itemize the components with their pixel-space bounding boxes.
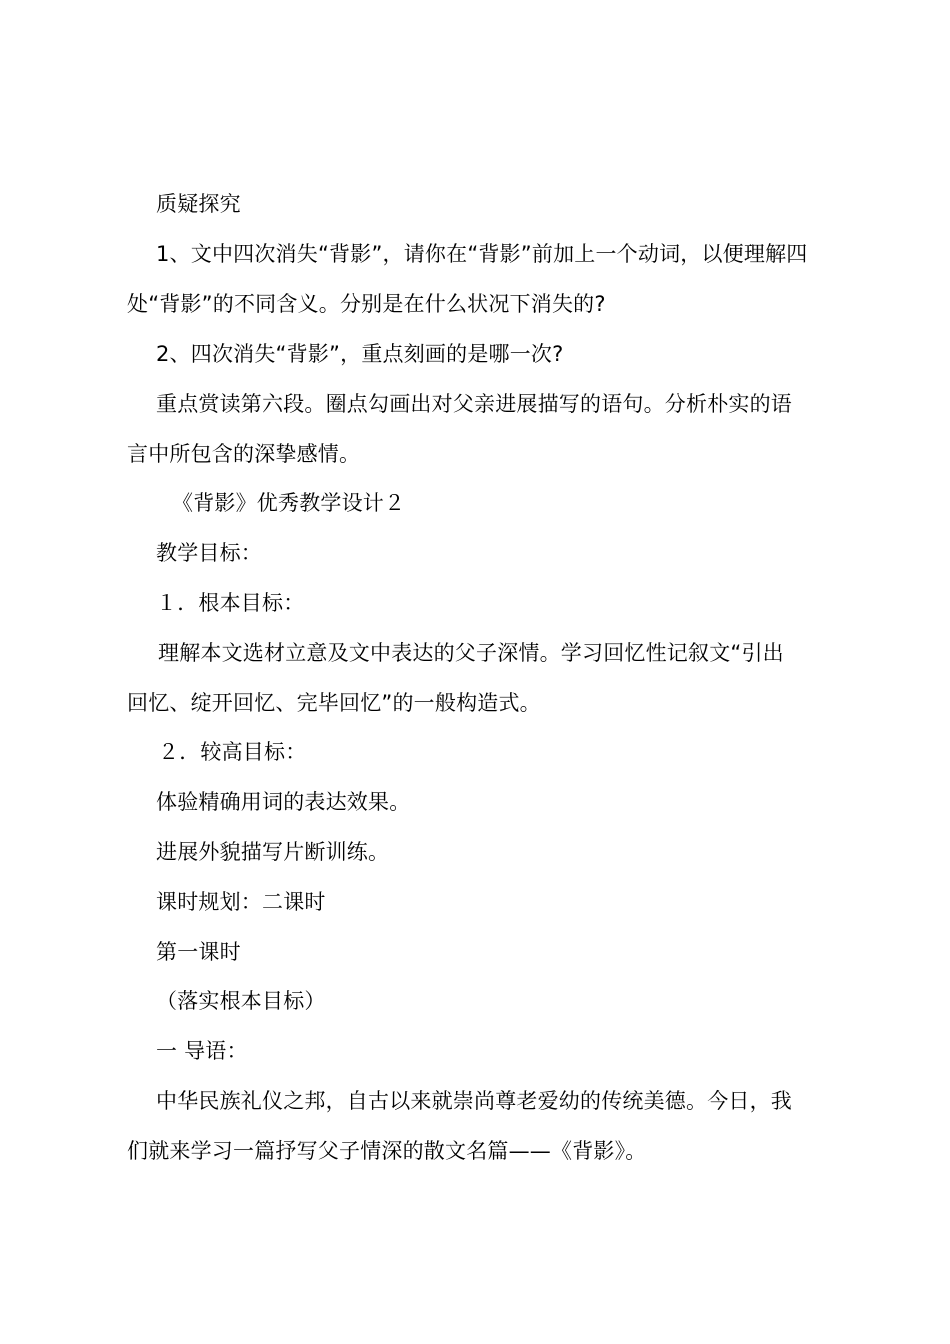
paragraph-line: 课时规划：二课时	[156, 890, 326, 914]
paragraph-line: 1、文中四次消失“背影”，请你在“背影”前加上一个动词，以便理解四	[156, 242, 808, 266]
paragraph-line: 2、四次消失“背影”，重点刻画的是哪一次?	[156, 342, 564, 366]
paragraph-line: 处“背影”的不同含义。分别是在什么状况下消失的?	[127, 292, 606, 316]
subheading: ２．较高目标：	[158, 740, 307, 764]
paragraph-line: 进展外貌描写片断训练。	[156, 840, 390, 864]
paragraph-line: 中华民族礼仪之邦，自古以来就崇尚尊老爱幼的传统美德。今日，我	[156, 1089, 792, 1113]
section-heading: 第一课时	[156, 940, 241, 964]
paragraph-line: 体验精确用词的表达效果。	[156, 790, 411, 814]
paragraph-line: （落实根本目标）	[156, 989, 326, 1013]
paragraph-line: 回忆、绽开回忆、完毕回忆”的一般构造式。	[127, 691, 541, 715]
subheading: 一 导语：	[156, 1039, 248, 1063]
subheading: １．根本目标：	[156, 591, 305, 615]
section-title: 《背影》优秀教学设计２	[172, 491, 406, 515]
paragraph-line: 言中所包含的深挚感情。	[127, 442, 361, 466]
section-heading: 质疑探究	[156, 192, 241, 216]
paragraph-line: 们就来学习一篇抒写父子情深的散文名篇——《背影》。	[127, 1139, 647, 1163]
section-heading: 教学目标：	[156, 541, 262, 565]
paragraph-line: 重点赏读第六段。圈点勾画出对父亲进展描写的语句。分析朴实的语	[156, 392, 792, 416]
paragraph-line: 理解本文选材立意及文中表达的父子深情。学习回忆性记叙文“引出	[158, 641, 784, 665]
